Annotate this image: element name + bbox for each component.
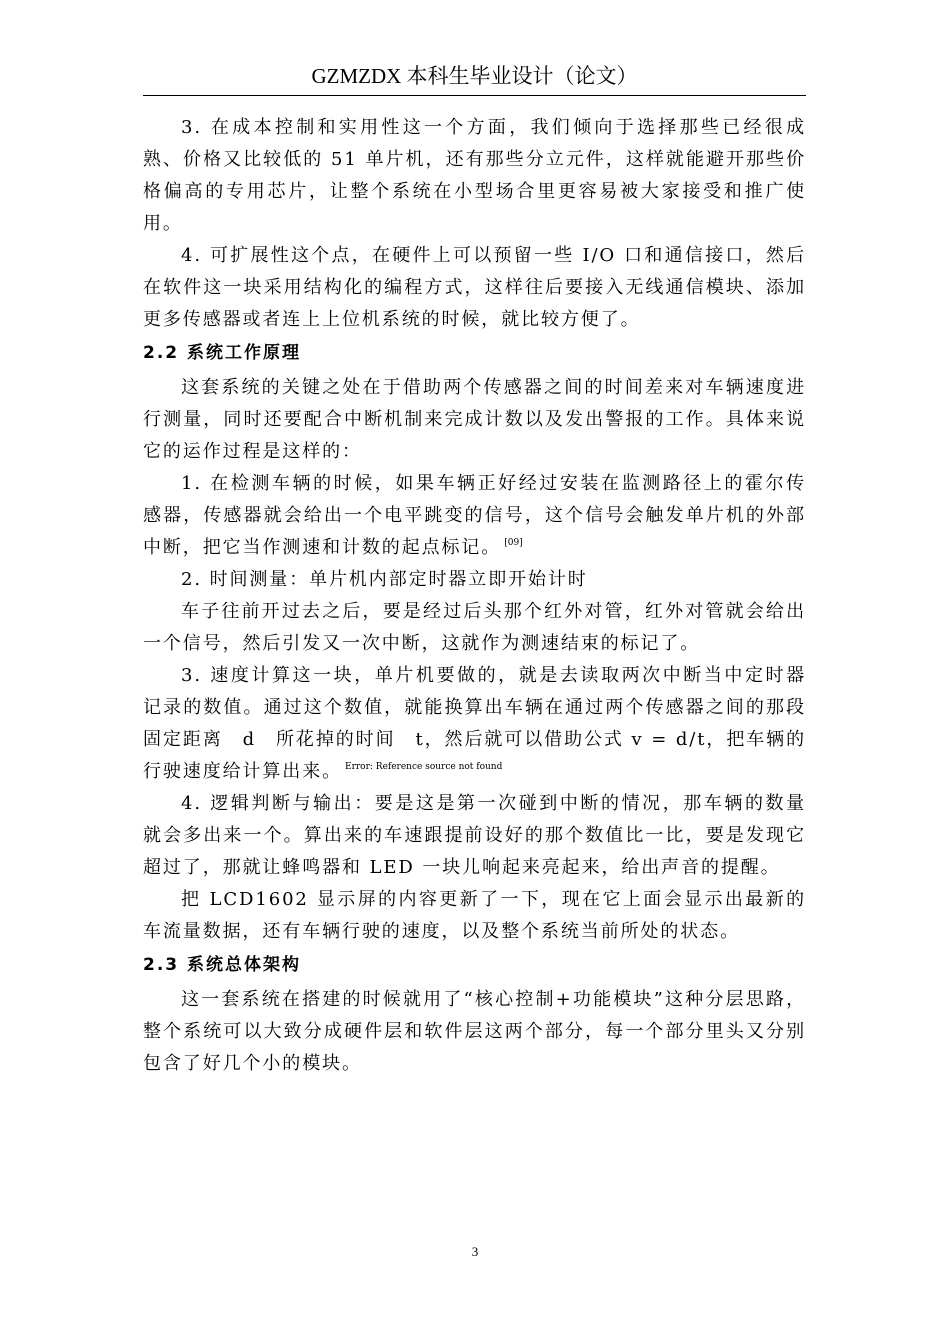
paragraph-architecture: 这一套系统在搭建的时候就用了“核心控制+功能模块”这种分层思路，整个系统可以大致分成硬件层和软件层这两个部分，每一个部分里头又分别包含了好几个小的模块。 [143, 989, 806, 1074]
paragraph-extensibility: 4. 可扩展性这个点，在硬件上可以预留一些 I/O 口和通信接口，然后在软件这一块采用结构化的编程方式，这样往后要接入无线通信模块、添加更多传感器或者连上上位机系统的时候，就比较方便了。 [143, 245, 806, 330]
body-content [143, 112, 806, 1080]
section-heading-2-3: 2.3 系统总体架构 [143, 955, 302, 975]
citation: [09] [504, 538, 523, 548]
paragraph-speed-calc [143, 660, 806, 788]
paragraph-infrared: 车子往前开过去之后，要是经过后头那个红外对管，红外对管就会给出一个信号，然后引发又一次中断，这就作为测速结束的标记了。 [143, 601, 806, 654]
section-heading-2-2: 2.2 系统工作原理 [143, 343, 302, 363]
page-number: 3 [471, 1244, 479, 1259]
paragraph-lcd-update: 把 LCD1602 显示屏的内容更新了一下，现在它上面会显示出最新的车流量数据，还有车辆行驶的速度，以及整个系统当前所处的状态。 [143, 889, 806, 942]
paragraph-principle-intro: 这套系统的关键之处在于借助两个传感器之间的时间差来对车辆速度进行测量，同时还要配合中断机制来完成计数以及发出警报的工作。具体来说它的运作过程是这样的： [143, 377, 806, 462]
citation-error: Error: Reference source not found [345, 762, 503, 772]
paragraph-time-measure: 2. 时间测量：单片机内部定时器立即开始计时 [181, 569, 588, 590]
paragraph-logic-output: 4. 逻辑判断与输出：要是这是第一次碰到中断的情况，那车辆的数量就会多出来一个。算出来的车速跟提前设好的那个数值比一比，要是发现它超过了，那就让蜂鸣器和 LED 一块儿响起来亮起来，给出声音的提醒。 [143, 793, 806, 878]
page-header: GZMZDX 本科生毕业设计（论文） [143, 62, 806, 96]
paragraph-vehicle-detection [143, 468, 806, 564]
paragraph-cost-control: 3. 在成本控制和实用性这一个方面，我们倾向于选择那些已经很成熟、价格又比较低的 51 单片机，还有那些分立元件，这样就能避开那些价格偏高的专用芯片，让整个系统在小型场合里更容易被大家接受和推广使用。 [143, 117, 806, 234]
paragraph-text: 1. 在检测车辆的时候，如果车辆正好经过安装在监测路径上的霍尔传感器，传感器就会给出一个电平跳变的信号，这个信号会触发单片机的外部中断，把它当作测速和计数的起点标记。 [143, 473, 806, 558]
paragraph-text: 3. 速度计算这一块，单片机要做的，就是去读取两次中断当中定时器记录的数值。通过这个数值，就能换算出车辆在通过两个传感器之间的那段固定距离 d 所花掉的时间 t，然后就可以借助公式 v = d/t，把车辆的行驶速度给计算出来。 [143, 665, 806, 782]
